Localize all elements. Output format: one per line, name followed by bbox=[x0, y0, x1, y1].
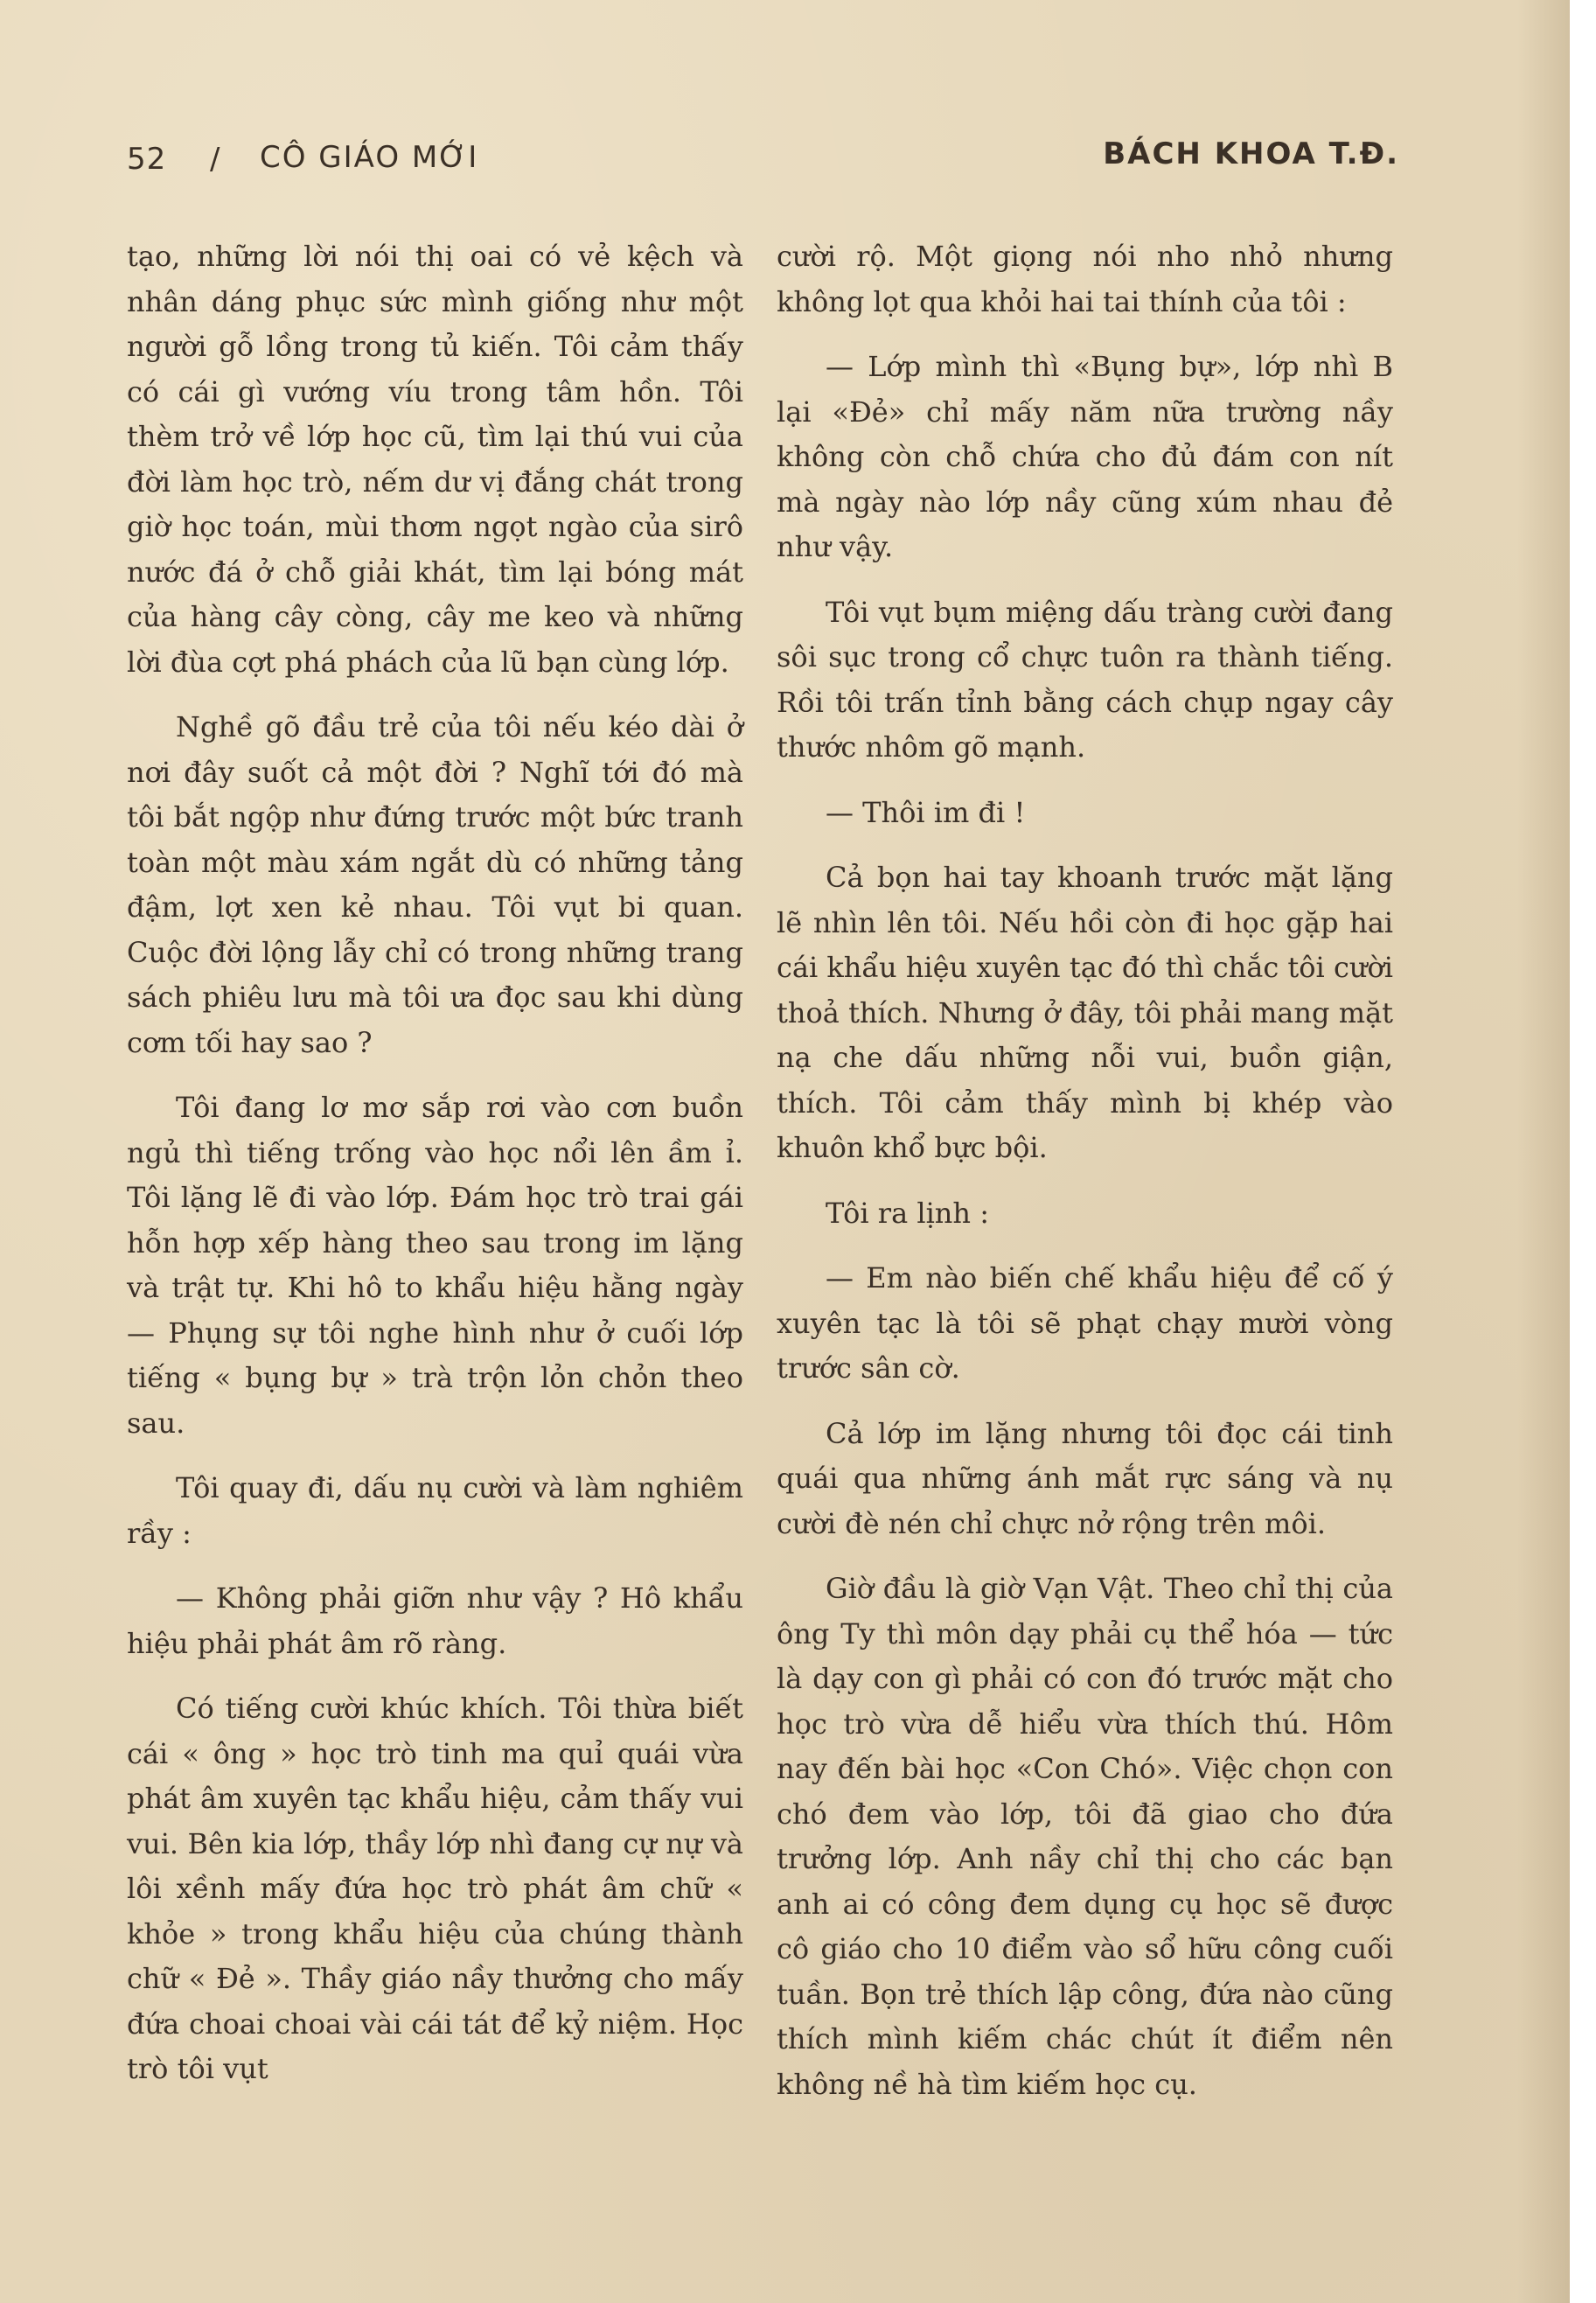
paragraph: Tôi vụt bụm miệng dấu tràng cười đang sôi sục trong cổ chực tuôn ra thành tiếng. Rồi tôi trấn tỉnh bằng cách chụp ngay cây thước nhôm gõ mạnh. bbox=[777, 595, 1393, 764]
paragraph: Tôi đang lơ mơ sắp rơi vào cơn buồn ngủ thì tiếng trống vào học nổi lên ầm ỉ. Tôi lặng lẽ đi vào lớp. Đám học trò trai gái hỗn hợp xếp hàng theo sau trong im lặng và trật tự. Khi hô to khẩu hiệu hằng ngày — Phụng sự tôi nghe hình như ở cuối lớp tiếng « bụng bự » trà trộn lỏn chỏn theo sau. bbox=[127, 1091, 743, 1440]
dialogue-line: — Lớp mình thì «Bụng bự», lớp nhì B lại «Đẻ» chỉ mấy năm nữa trường nầy không còn chỗ chứa cho đủ đám con nít mà ngày nào lớp nầy cũng xúm nhau đẻ như vậy. bbox=[777, 350, 1393, 563]
paragraph: Cả lớp im lặng nhưng tôi đọc cái tinh quái qua những ánh mắt rực sáng và nụ cười đè nén chỉ chực nở rộng trên môi. bbox=[777, 1416, 1393, 1540]
paragraph: Tôi quay đi, dấu nụ cười và làm nghiêm rầy : bbox=[127, 1471, 743, 1550]
paragraph: Tôi ra lịnh : bbox=[826, 1196, 989, 1230]
journal-name: BÁCH KHOA T.Đ. bbox=[1103, 136, 1399, 171]
paragraph: Giờ đầu là giờ Vạn Vật. Theo chỉ thị của ông Ty thì môn dạy phải cụ thể hóa — tức là dạy con gì phải có con đó trước mặt cho học trò vừa dễ hiểu vừa thích thú. Hôm nay đến bài học «Con Chó». Việc chọn con chó đem vào lớp, tôi đã giao cho đứa trưởng lớp. Anh nầy chỉ thị cho các bạn anh ai có công đem dụng cụ học sẽ được cô giáo cho 10 điểm vào sổ hữu công cuối tuần. Bọn trẻ thích lập công, đứa nào cũng thích mình kiếm chác chút ít điểm nên không nề hà tìm kiếm học cụ. bbox=[777, 1572, 1393, 2101]
paragraph: cười rộ. Một giọng nói nho nhỏ nhưng không lọt qua khỏi hai tai thính của tôi : bbox=[777, 240, 1393, 318]
left-column bbox=[127, 234, 743, 2112]
paragraph: Cả bọn hai tay khoanh trước mặt lặng lẽ nhìn lên tôi. Nếu hồi còn đi học gặp hai cái khẩu hiệu xuyên tạc đó thì chắc tôi cười thoả thích. Nhưng ở đây, tôi phải mang mặt nạ che dấu những nỗi vui, buồn giận, thích. Tôi cảm thấy mình bị khép vào khuôn khổ bực bội. bbox=[777, 861, 1393, 1164]
header-separator: / bbox=[210, 142, 221, 177]
article-title: CÔ GIÁO MỚI bbox=[260, 140, 479, 175]
paragraph: Có tiếng cười khúc khích. Tôi thừa biết cái « ông » học trò tinh ma quỉ quái vừa phát âm xuyên tạc khẩu hiệu, cảm thấy vui vui. Bên kia lớp, thầy lớp nhì đang cự nự và lôi xềnh mấy đứa học trò phát âm chữ « khỏe » trong khẩu hiệu của chúng thành chữ « Đẻ ». Thầy giáo nầy thưởng cho mấy đứa choai choai vài cái tát để kỷ niệm. Học trò tôi vụt bbox=[127, 1692, 743, 2085]
dialogue-line: — Thôi im đi ! bbox=[826, 795, 1026, 829]
page-number: 52 bbox=[127, 142, 167, 177]
page-edge-shadow bbox=[1517, 0, 1570, 2303]
dialogue-line: — Em nào biến chế khẩu hiệu để cố ý xuyên tạc là tôi sẽ phạt chạy mười vòng trước sân cờ. bbox=[777, 1261, 1393, 1385]
running-head bbox=[127, 131, 1399, 184]
dialogue-line: — Không phải giỡn như vậy ? Hô khẩu hiệu phải phát âm rõ ràng. bbox=[127, 1581, 743, 1660]
right-column bbox=[777, 234, 1393, 2127]
paragraph: tạo, những lời nói thị oai có vẻ kệch và nhân dáng phục sức mình giống như một người gỗ lồng trong tủ kiến. Tôi cảm thấy có cái gì vướng víu trong tâm hồn. Tôi thèm trở về lớp học cũ, tìm lại thú vui của đời làm học trò, nếm dư vị đắng chát trong giờ học toán, mùi thơm ngọt ngào của sirô nước đá ở chỗ giải khát, tìm lại bóng mát của hàng cây còng, cây me keo và những lời đùa cợt phá phách của lũ bạn cùng lớp. bbox=[127, 240, 743, 679]
paragraph: Nghề gõ đầu trẻ của tôi nếu kéo dài ở nơi đây suốt cả một đời ? Nghĩ tới đó mà tôi bắt ngộp như đứng trước một bức tranh toàn một màu xám ngắt dù có những tảng đậm, lợt xen kẻ nhau. Tôi vụt bi quan. Cuộc đời lộng lẫy chỉ có trong những trang sách phiêu lưu mà tôi ưa đọc sau khi dùng cơm tối hay sao ? bbox=[127, 710, 743, 1059]
